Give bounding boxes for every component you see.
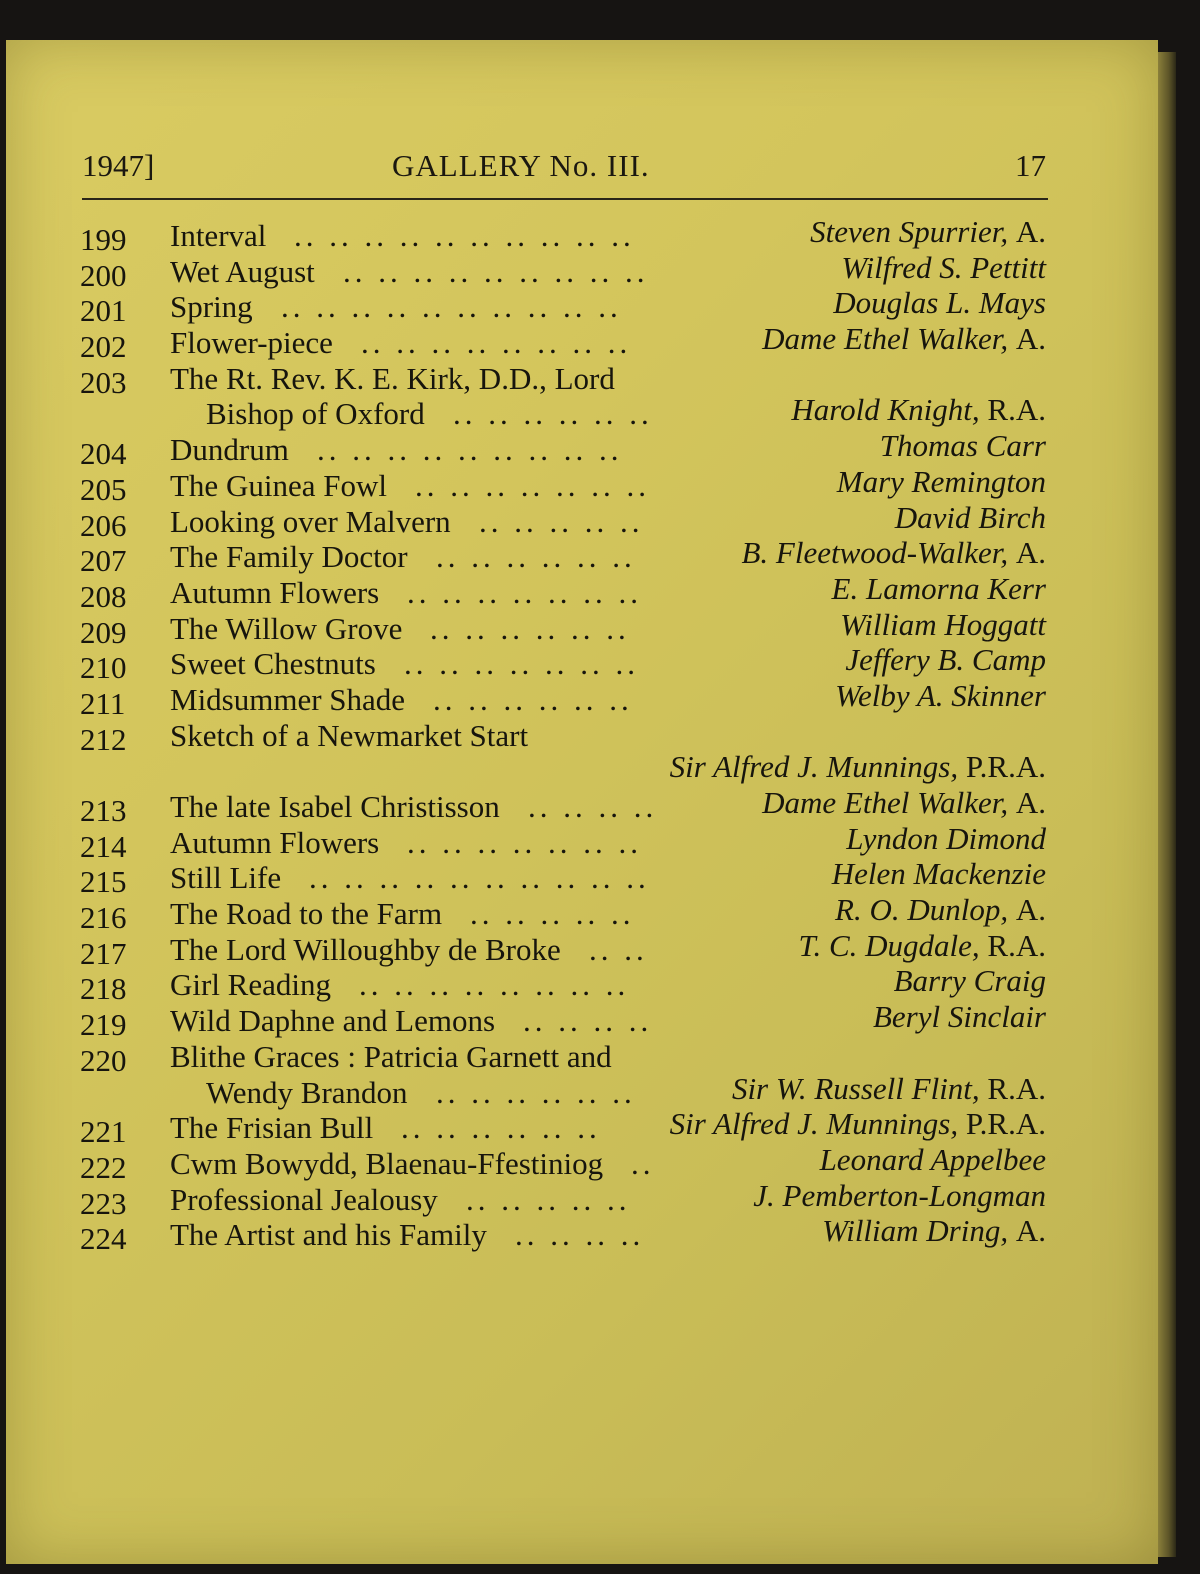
artist-name: J. Pemberton-Longman [753, 1177, 1046, 1213]
artist-name: William Dring, [822, 1213, 1009, 1249]
leader-dots: .. .. .. .. [523, 1003, 653, 1039]
catalogue-row [0, 360, 1200, 400]
artist-name: Leonard Appelbee [819, 1141, 1046, 1177]
catalogue-row [0, 392, 1200, 432]
entry-title: Blithe Graces : Patricia Garnett and [170, 1038, 612, 1074]
entry-artist [873, 999, 1046, 1035]
leader-dots: .. [631, 1145, 655, 1181]
artist-honour: R.A. [987, 1070, 1046, 1106]
artist-name: Harold Knight, [791, 392, 980, 428]
artist-name: Sir Alfred J. Munnings, [669, 749, 959, 785]
artist-name: Dame Ethel Walker, [762, 785, 1009, 820]
header-rule [82, 198, 1048, 200]
leader-dots: .. .. .. .. .. .. [401, 1110, 601, 1146]
leader-dots: .. .. .. .. .. .. .. [404, 646, 639, 682]
artist-name: Sir Alfred J. Munnings, [669, 1106, 959, 1142]
leader-dots: .. .. .. .. .. .. .. .. .. [343, 253, 649, 289]
catalogue-row [0, 717, 1200, 757]
entry-title: Dundrum [170, 432, 289, 468]
entry-title: Interval [170, 218, 267, 253]
entry-number: 221 [80, 1114, 127, 1150]
entry-artist [742, 535, 1047, 571]
artist-name: Douglas L. Mays [833, 285, 1046, 321]
header-gallery-title: GALLERY No. III. [392, 148, 650, 183]
catalogue-row [0, 249, 1200, 293]
leader-dots: .. .. .. .. [528, 789, 658, 824]
entry-title: The Family Doctor [170, 539, 408, 575]
leader-dots: .. .. .. .. .. .. .. .. .. .. [309, 860, 650, 896]
artist-name: Jeffery B. Camp [845, 642, 1046, 678]
catalogue-row [0, 1141, 1200, 1185]
entry-number: 223 [80, 1185, 127, 1221]
entry-artist [841, 250, 1046, 286]
leader-dots: .. .. .. .. .. .. [453, 396, 653, 432]
artist-name: Barry Craig [893, 963, 1046, 999]
catalogue-row [0, 1070, 1200, 1111]
artist-honour: A. [1015, 892, 1046, 928]
entry-artist [791, 392, 1046, 428]
header-page-number: 17 [1015, 148, 1046, 183]
entry-number: 199 [80, 222, 127, 257]
artist-honour: P.R.A. [965, 1106, 1046, 1142]
artist-name: Steven Spurrier, [810, 214, 1009, 249]
artist-honour: A. [1015, 785, 1046, 820]
catalogue-row [0, 892, 1200, 936]
entry-title: The Lord Willoughby de Broke [170, 931, 561, 967]
artist-name: Wilfred S. Pettitt [841, 249, 1046, 285]
catalogue-row [0, 463, 1200, 507]
entry-artist [822, 1213, 1046, 1249]
artist-honour: P.R.A. [965, 749, 1046, 785]
entry-number: 205 [80, 471, 127, 507]
catalogue-row [0, 321, 1200, 365]
catalogue-row [0, 214, 1200, 257]
catalogue-row [0, 856, 1200, 900]
entry-number: 211 [80, 685, 126, 721]
leader-dots: .. .. .. .. .. .. .. [407, 574, 642, 610]
entry-number: 203 [80, 364, 127, 400]
entry-title: The Frisian Bull [170, 1110, 374, 1146]
entry-artist [845, 642, 1046, 678]
artist-name: E. Lamorna Kerr [831, 570, 1046, 606]
entry-artist [895, 500, 1046, 536]
artist-name: R. O. Dunlop, [835, 892, 1009, 928]
entry-number: 218 [80, 971, 127, 1007]
entry-title: Spring [170, 289, 253, 325]
entry-title: Girl Reading [170, 967, 331, 1003]
entry-number: 215 [80, 864, 127, 900]
entry-title: Sweet Chestnuts [170, 646, 376, 682]
page-header [82, 148, 1046, 188]
entry-title: Sketch of a Newmarket Start [170, 717, 529, 753]
catalogue-row [0, 749, 1200, 789]
artist-honour: A. [1015, 214, 1046, 249]
header-year: 1947] [82, 148, 155, 183]
leader-dots: .. .. .. .. .. .. .. .. .. .. [294, 218, 635, 253]
artist-name: Mary Remington [836, 463, 1046, 499]
entry-number: 200 [80, 257, 127, 293]
artist-name: David Birch [894, 499, 1046, 535]
entry-number: 210 [80, 650, 127, 686]
entry-title: The Willow Grove [170, 610, 403, 646]
catalogue-row [0, 535, 1200, 579]
catalogue-row [0, 606, 1200, 650]
entry-number: 208 [80, 578, 127, 614]
catalogue-row [0, 1038, 1200, 1078]
entry-number: 219 [80, 1007, 127, 1043]
entry-title: Bishop of Oxford [206, 396, 425, 432]
artist-honour: R.A. [987, 392, 1046, 428]
entry-title: The Guinea Fowl [170, 467, 387, 503]
entry-title: Midsummer Shade [170, 681, 406, 717]
leader-dots: .. .. .. .. .. .. .. .. [359, 967, 630, 1003]
entry-title: Professional Jealousy [170, 1181, 438, 1217]
catalogue-row [0, 963, 1200, 1007]
leader-dots: .. .. .. .. .. .. .. .. [361, 325, 632, 361]
leader-dots: .. .. .. .. .. .. [430, 610, 630, 646]
entry-number: 202 [80, 329, 127, 365]
catalogue-row [0, 927, 1200, 971]
entry-artist [670, 749, 1046, 785]
catalogue-entries [0, 214, 1200, 1257]
entry-artist [840, 607, 1046, 643]
entry-artist [835, 678, 1046, 714]
catalogue-row [0, 1177, 1200, 1221]
entry-number: 217 [80, 935, 127, 971]
entry-number: 213 [80, 793, 127, 828]
entry-title: Looking over Malvern [170, 503, 451, 539]
entry-number: 209 [80, 614, 127, 650]
entry-title: The Artist and his Family [170, 1217, 487, 1253]
entry-artist [753, 1178, 1046, 1214]
catalogue-row [0, 570, 1200, 614]
entry-artist [762, 785, 1046, 821]
artist-honour: A. [1015, 321, 1046, 357]
artist-name: Dame Ethel Walker, [762, 321, 1009, 357]
catalogue-row [0, 428, 1200, 472]
catalogue-row [0, 499, 1200, 543]
artist-name: William Hoggatt [840, 606, 1046, 642]
entry-title: Autumn Flowers [170, 574, 380, 610]
artist-honour: A. [1015, 1213, 1046, 1249]
artist-name: Sir W. Russell Flint, [731, 1070, 980, 1106]
entry-artist [832, 856, 1046, 892]
entry-artist [799, 928, 1046, 964]
leader-dots: .. .. .. .. .. [466, 1181, 631, 1217]
entry-title: Wild Daphne and Lemons [170, 1003, 496, 1039]
leader-dots: .. .. .. .. .. .. .. [415, 467, 650, 503]
entry-title: Flower-piece [170, 325, 333, 361]
entry-number: 207 [80, 543, 127, 579]
entry-artist [894, 963, 1046, 999]
leader-dots: .. .. .. .. .. .. [436, 1074, 636, 1110]
entry-title: The Rt. Rev. K. E. Kirk, D.D., Lord [170, 360, 615, 396]
entry-title: Wet August [170, 253, 315, 289]
entry-number: 204 [80, 436, 127, 472]
artist-name: B. Fleetwood-Walker, [741, 535, 1009, 571]
entry-artist [832, 571, 1046, 607]
entry-artist [833, 285, 1046, 321]
entry-number: 212 [80, 721, 127, 757]
artist-name: Lyndon Dimond [846, 820, 1046, 856]
artist-name: Beryl Sinclair [872, 999, 1046, 1035]
catalogue-row [0, 1106, 1200, 1150]
entry-artist [670, 1106, 1046, 1142]
leader-dots: .. .. .. .. .. .. .. [407, 824, 642, 860]
entry-artist [810, 214, 1046, 250]
catalogue-row [0, 999, 1200, 1043]
leader-dots: .. .. [589, 931, 648, 967]
artist-honour: A. [1015, 535, 1046, 571]
entry-title: Autumn Flowers [170, 824, 380, 860]
entry-number: 206 [80, 507, 127, 543]
entry-number: 220 [80, 1042, 127, 1078]
entry-number: 216 [80, 900, 127, 936]
entry-title: Still Life [170, 860, 282, 896]
entry-title: The Road to the Farm [170, 896, 443, 932]
catalogue-row [0, 820, 1200, 864]
leader-dots: .. .. .. .. .. [479, 503, 644, 539]
entry-artist [762, 321, 1046, 357]
entry-number: 222 [80, 1149, 127, 1185]
entry-title: Wendy Brandon [206, 1074, 408, 1110]
entry-artist [837, 464, 1046, 500]
artist-name: Thomas Carr [879, 428, 1046, 464]
artist-name: Helen Mackenzie [831, 856, 1046, 892]
entry-artist [835, 892, 1046, 928]
entry-title: Cwm Bowydd, Blaenau-Ffestiniog [170, 1145, 604, 1181]
entry-artist [846, 821, 1046, 857]
leader-dots: .. .. .. .. .. .. .. .. .. [317, 432, 623, 468]
catalogue-row [0, 785, 1200, 828]
artist-name: Welby A. Skinner [835, 677, 1046, 713]
leader-dots: .. .. .. .. [515, 1217, 645, 1253]
catalogue-row [0, 677, 1200, 721]
catalogue-row [0, 285, 1200, 329]
entry-artist [732, 1071, 1046, 1107]
leader-dots: .. .. .. .. .. .. .. .. .. .. [281, 289, 622, 325]
entry-artist [880, 428, 1046, 464]
leader-dots: .. .. .. .. .. .. [436, 539, 636, 575]
entry-title: The late Isabel Christisson [170, 789, 500, 824]
leader-dots: .. .. .. .. .. [470, 896, 635, 932]
entry-number: 224 [80, 1221, 127, 1257]
artist-name: T. C. Dugdale, [798, 927, 980, 963]
catalogue-row [0, 642, 1200, 686]
catalogue-row [0, 1213, 1200, 1257]
leader-dots: .. .. .. .. .. .. [433, 681, 633, 717]
artist-honour: R.A. [987, 927, 1046, 963]
entry-number: 201 [80, 293, 127, 329]
entry-artist [820, 1142, 1046, 1178]
entry-number: 214 [80, 828, 127, 864]
